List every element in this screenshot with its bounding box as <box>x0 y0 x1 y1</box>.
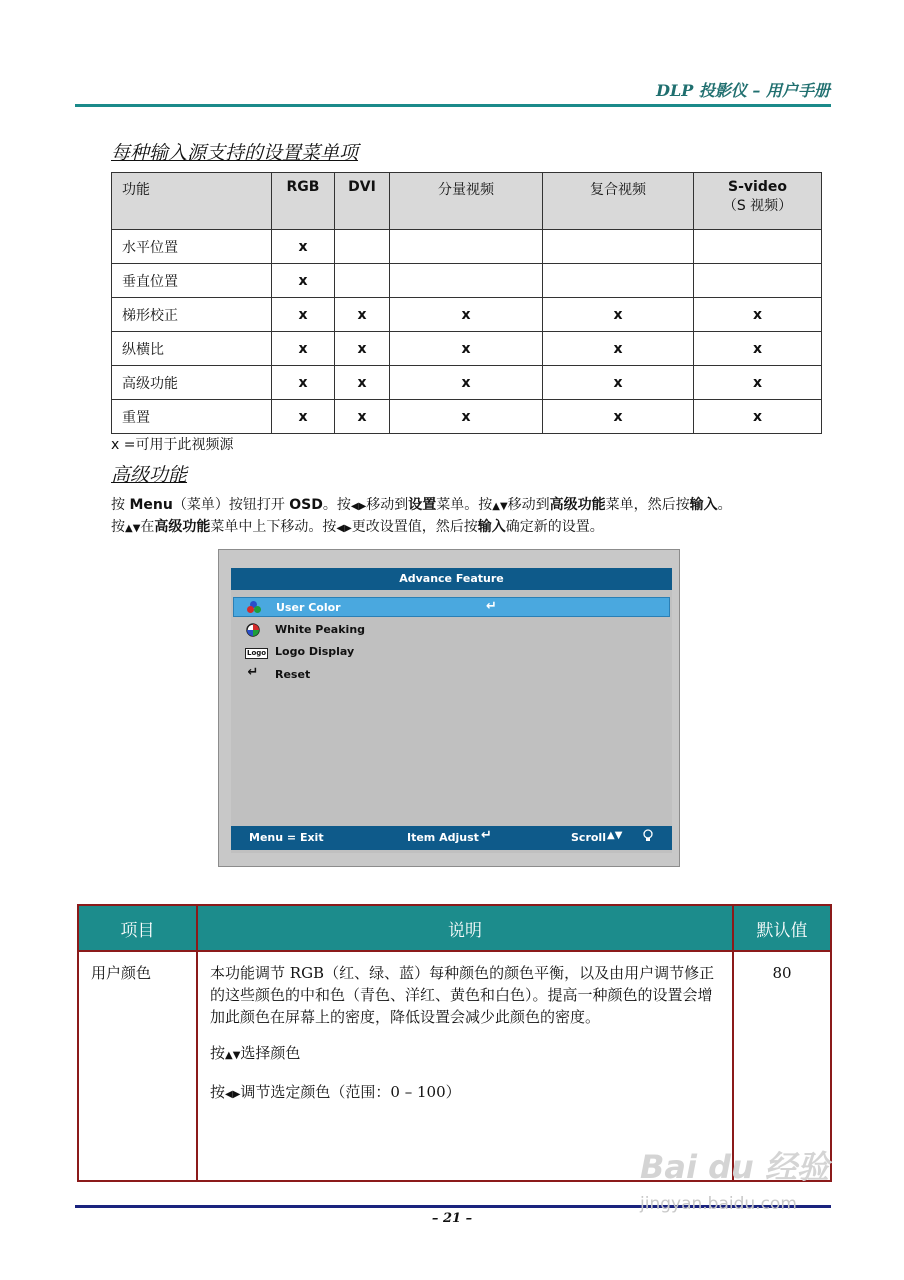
cell-mark: x <box>335 332 390 366</box>
section-title-menu-support: 每种输入源支持的设置菜单项 <box>111 142 359 164</box>
text-fragment: 菜单，然后按 <box>605 497 690 513</box>
text-fragment: 移动到 <box>507 497 550 513</box>
row-name: 纵横比 <box>112 332 272 366</box>
col-header-item: 项目 <box>78 905 197 951</box>
cell-mark: x <box>543 298 694 332</box>
row-name: 垂直位置 <box>112 264 272 298</box>
cell-mark: x <box>390 298 543 332</box>
cell-mark: x <box>272 332 335 366</box>
text-fragment: 在 <box>140 519 155 535</box>
table-row <box>112 230 822 264</box>
osd-title: Advance Feature <box>231 568 672 590</box>
text-fragment: 高级功能 <box>154 519 211 535</box>
text-fragment: 按 <box>210 1044 226 1062</box>
description-text: 本功能调节 RGB（红、绿、蓝）每种颜色的颜色平衡，以及由用户调节修正的这些颜色的中和色（青色、洋红、黄色和白色）。提高一种颜色的设置会增加此颜色在屏幕上的密度，降低设置会减少此颜色的密度。 <box>210 964 715 1026</box>
up-down-arrows-icon: ▲▼ <box>125 523 141 534</box>
text-fragment: 调节选定颜色（范围：0 – 100） <box>240 1083 461 1101</box>
logo-icon-text: Logo <box>247 649 267 657</box>
cell-mark <box>335 264 390 298</box>
osd-item-user-color[interactable] <box>233 597 670 617</box>
osd-item-reset[interactable] <box>233 665 670 685</box>
page-number: – 21 – <box>431 1211 473 1226</box>
text-fragment: 更改设置值，然后按 <box>351 519 478 535</box>
up-down-arrows-icon: ▲▼ <box>225 1050 241 1061</box>
col-header-function: 功能 <box>112 173 272 230</box>
osd-footer-adjust: Item Adjust <box>407 831 479 844</box>
cell-mark: x <box>694 298 822 332</box>
col-header-rgb: RGB <box>272 173 335 230</box>
cell-mark: x <box>543 366 694 400</box>
left-right-arrows-icon: ◀▶ <box>350 501 367 512</box>
cell-mark: x <box>335 298 390 332</box>
cell-mark <box>390 264 543 298</box>
watermark <box>640 1142 840 1214</box>
cell-mark: x <box>272 230 335 264</box>
text-fragment: 高级功能 <box>549 497 606 513</box>
svideo-sublabel: （S 视频） <box>722 198 793 214</box>
white-peaking-icon <box>245 623 261 637</box>
color-dots-icon <box>246 601 262 615</box>
table-row <box>112 366 822 400</box>
header-rule <box>75 104 831 107</box>
osd-item-label: White Peaking <box>275 623 366 636</box>
osd-item-logo-display[interactable] <box>233 642 670 662</box>
cell-mark: x <box>335 366 390 400</box>
cell-mark: x <box>272 366 335 400</box>
osd-footer-scroll: Scroll <box>571 831 606 844</box>
cell-mark: x <box>272 298 335 332</box>
text-fragment: （菜单）按钮打开 <box>172 497 290 513</box>
row-name: 梯形校正 <box>112 298 272 332</box>
table-row <box>112 400 822 434</box>
osd-menu-screenshot <box>218 549 680 867</box>
osd-item-white-peaking[interactable] <box>233 620 670 640</box>
cell-mark <box>694 264 822 298</box>
up-down-arrows-icon: ▲▼ <box>492 501 508 512</box>
instruction-paragraph-2 <box>111 516 831 540</box>
description-adjust-line <box>210 1081 720 1106</box>
col-header-default: 默认值 <box>733 905 831 951</box>
up-down-arrows-icon: ▲▼ <box>607 830 623 841</box>
row-name: 水平位置 <box>112 230 272 264</box>
section-title-advanced: 高级功能 <box>111 464 188 486</box>
watermark-url: jingyan.baidu.com <box>640 1194 797 1214</box>
left-right-arrows-icon: ◀▶ <box>225 1089 241 1100</box>
table-row <box>112 264 822 298</box>
enter-arrow-icon: ↵ <box>486 599 497 614</box>
enter-arrow-icon: ↵ <box>247 665 259 680</box>
cell-mark <box>694 230 822 264</box>
text-fragment: 菜单。按 <box>436 497 493 513</box>
enter-arrow-icon: ↵ <box>481 828 492 843</box>
row-name: 高级功能 <box>112 366 272 400</box>
text-fragment: 按 <box>210 1083 226 1101</box>
cell-mark: x <box>390 366 543 400</box>
osd-item-label: Reset <box>275 668 311 681</box>
text-fragment: 。按 <box>322 497 351 513</box>
instruction-paragraph-1 <box>111 494 831 518</box>
bulb-icon <box>643 829 653 846</box>
text-fragment: 设置 <box>408 497 437 513</box>
table-header-row <box>78 905 831 951</box>
document-header-title: DLP 投影仪 – 用户手册 <box>656 81 830 100</box>
col-header-svideo <box>694 173 822 230</box>
osd-footer-bar <box>231 826 672 850</box>
table-row <box>112 298 822 332</box>
osd-item-label: User Color <box>276 601 341 614</box>
table-header-row <box>112 173 822 230</box>
table-row <box>112 332 822 366</box>
osd-panel <box>231 568 672 853</box>
text-fragment: 选择颜色 <box>240 1044 301 1062</box>
logo-icon <box>245 645 267 659</box>
text-fragment: 菜单中上下移动。按 <box>210 519 337 535</box>
cell-mark: x <box>694 332 822 366</box>
osd-item-label: Logo Display <box>275 645 355 658</box>
cell-mark: x <box>390 400 543 434</box>
col-header-dvi: DVI <box>335 173 390 230</box>
item-name: 用户颜色 <box>78 951 197 1181</box>
user-color-description-table <box>77 904 832 1182</box>
default-value: 80 <box>733 951 831 1181</box>
text-fragment: 按 <box>111 519 125 535</box>
svideo-label: S-video <box>728 179 787 195</box>
text-fragment: 确定新的设置。 <box>505 519 604 535</box>
text-fragment: 。 <box>717 497 732 513</box>
row-name: 重置 <box>112 400 272 434</box>
description-select-line <box>210 1042 720 1067</box>
text-fragment: 输入 <box>477 519 506 535</box>
cell-mark: x <box>543 400 694 434</box>
cell-mark: x <box>272 264 335 298</box>
cell-mark: x <box>543 332 694 366</box>
text-fragment: 按 <box>111 497 130 513</box>
cell-mark <box>543 264 694 298</box>
cell-mark: x <box>335 400 390 434</box>
text-fragment: Menu <box>129 497 173 513</box>
col-header-description: 说明 <box>197 905 733 951</box>
cell-mark <box>543 230 694 264</box>
table-footnote: x =可用于此视频源 <box>111 437 234 453</box>
cell-mark: x <box>694 366 822 400</box>
left-right-arrows-icon: ◀▶ <box>336 523 352 534</box>
col-header-component: 分量视频 <box>390 173 543 230</box>
cell-mark <box>390 230 543 264</box>
text-fragment: 输入 <box>689 497 718 513</box>
text-fragment: 移动到 <box>366 497 409 513</box>
osd-footer-exit: Menu = Exit <box>249 831 324 844</box>
input-source-menu-table <box>111 172 822 434</box>
watermark-brand: Bai du 经验 <box>640 1148 829 1186</box>
cell-mark: x <box>694 400 822 434</box>
cell-mark: x <box>390 332 543 366</box>
text-fragment: OSD <box>289 497 323 513</box>
cell-mark <box>335 230 390 264</box>
col-header-composite: 复合视频 <box>543 173 694 230</box>
cell-mark: x <box>272 400 335 434</box>
